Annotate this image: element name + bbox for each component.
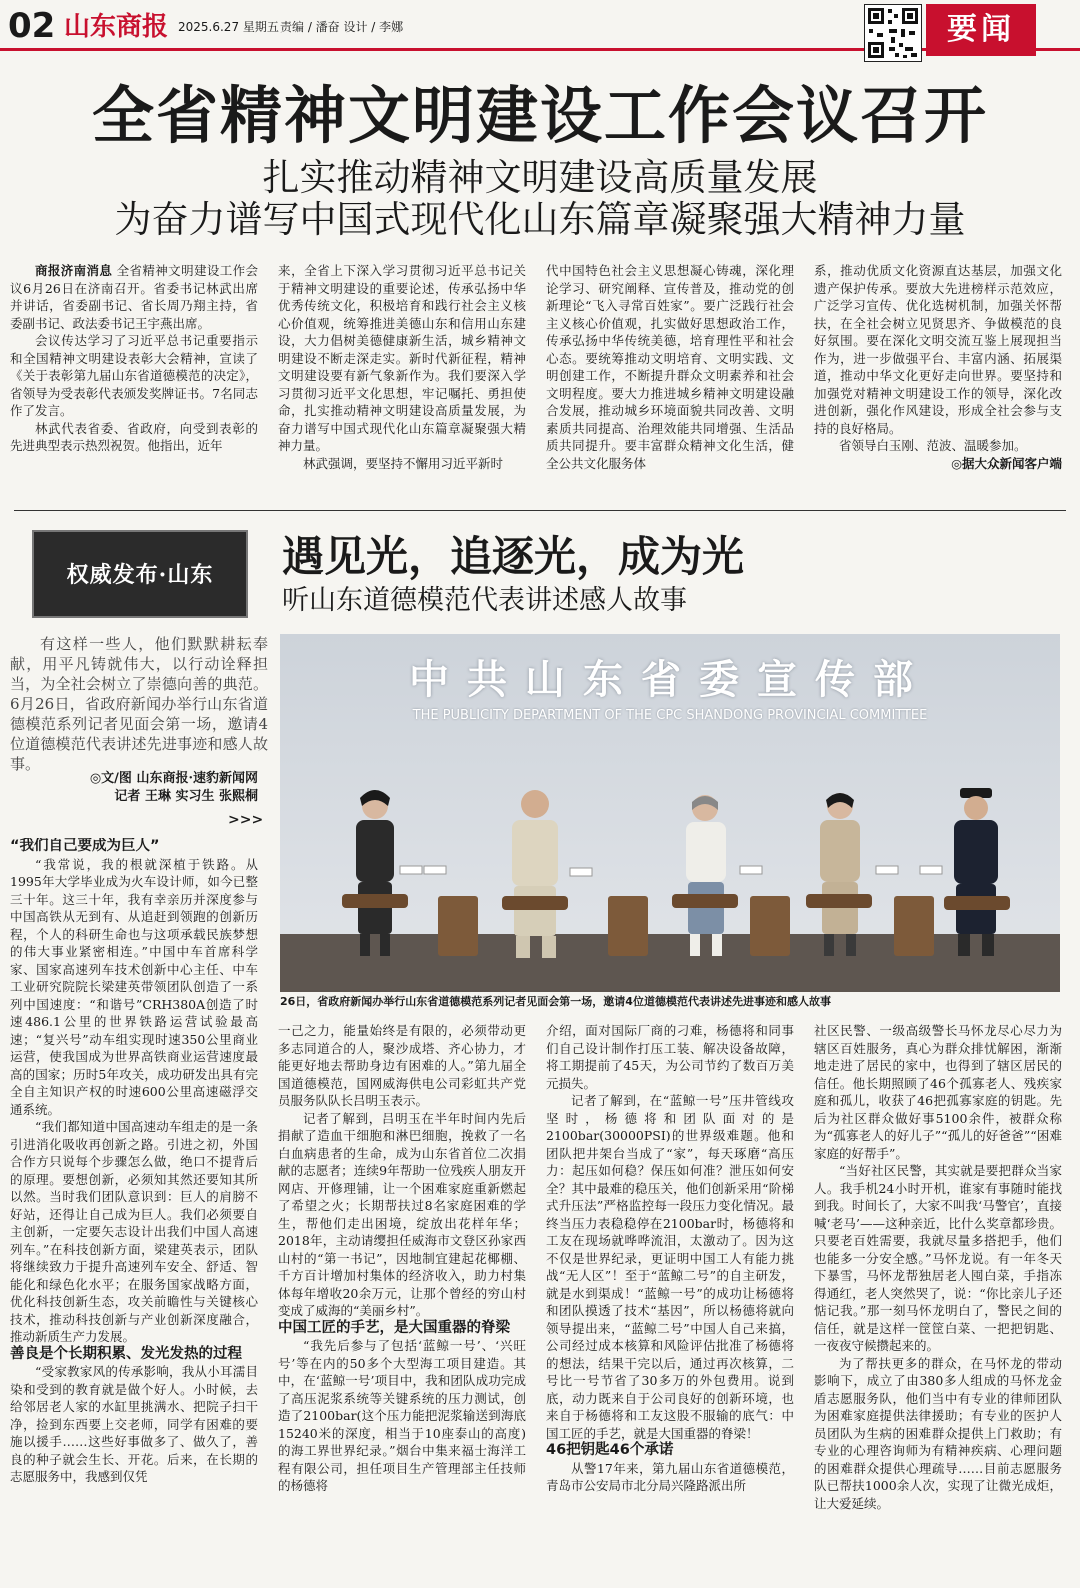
- source-credit: ◎据大众新闻客户端: [951, 455, 1062, 471]
- intro-text: 有这样一些人，他们默默耕耘奉献，用平凡铸就伟大，以行动诠释担当，为全社会树立了崇德向善的典范。6月26日，省政府新闻办举行山东省道德模范系列记者见面会第一场，邀请4位道德模范代表讲述先进事迹和感人故事。: [10, 635, 268, 773]
- photo-caption: 26日，省政府新闻办举行山东省道德模范系列记者见面会第一场，邀请4位道德模范代表讲述先进事迹和感人故事: [280, 995, 831, 1008]
- editor-credits: 责编 / 潘奋 设计 / 李娜: [280, 20, 404, 34]
- continue-arrows: >>>: [228, 812, 264, 828]
- byline: [10, 770, 258, 806]
- paragraph: “当好社区民警，其实就是要把群众当家人。我手机24小时开机，谁家有事随时能找到我。时间长了，大家不叫我‘马警官’，直接喊‘老马’——这种亲近，比什么奖章都珍贵。只要老百姓需要，我就尽量多搭把手，他们也能多一分安全感。”马怀龙说。有一年冬天下暴雪，马怀龙帮独居老人囤白菜，手指冻得通红，老人突然哭了，说：“你比亲儿子还惦记我。”那一刻马怀龙明白了，警民之间的信任，就是这样一筐筐白菜、一把把钥匙、一夜夜守候攒起来的。: [814, 1163, 1062, 1353]
- feature-headline: 遇见光，追逐光，成为光: [282, 532, 745, 581]
- paragraph: 代中国特色社会主义思想凝心铸魂，深化理论学习、研究阐释、宣传普及，推动党的创新理论“飞入寻常百姓家”。要广泛践行社会主义核心价值观，扎实做好思想政治工作，传承弘扬中华传统美德，培育理性平和社会心态。要统筹推动文明培育、文明实践、文明创建工作，不断提升群众文明素养和社会文明程度。要大力推进城乡精神文明建设融合发展，推动城乡环境面貌共同改善、文明素质共同提高、治理效能共同增强、生活品质共同提升。要丰富群众精神文化生活，健全公共文化服务体: [546, 263, 794, 471]
- paragraph: “我先后参与了包括‘蓝鲸一号’、‘兴旺号’等在内的50多个大型海工项目建造。其中，在‘蓝鲸一号’项目中，我和团队成功完成了高压泥浆系统等关键系统的压力测试，创造了2100bar(这个压力能把泥浆输送到海底15240米的深度，相当于10座泰山的高度)的海工界世界纪录。”烟台中集来福士海洋工程有限公司，担任项目生产管理部主任技师的杨德将: [278, 1338, 526, 1493]
- paragraph: 从警17年来，第九届山东省道德模范，青岛市公安局市北分局兴隆路派出所: [546, 1460, 794, 1493]
- paragraph: 社区民警、一级高级警长马怀龙尽心尽力为辖区百姓服务，真心为群众排忧解困，渐渐地走进了居民的家中，也得到了辖区居民的信任。他长期照顾了46个孤寡老人、残疾家庭和孤儿，收获了46把孤寡家庭的钥匙。先后为社区群众做好事5100余件，被群众称为“孤寡老人的好儿子”“孤儿的好爸爸”“困难家庭的好帮手”。: [814, 1023, 1062, 1161]
- newspaper-name: 山东商报: [64, 12, 169, 42]
- subheadline-2: 为奋力谱写中国式现代化山东篇章凝聚强大精神力量: [114, 198, 966, 241]
- paragraph: 林武强调，要坚持不懈用习近平新时: [303, 455, 504, 471]
- story2-column-a: [10, 838, 258, 1580]
- column-badge-label: 权威发布·山东: [66, 562, 214, 588]
- issue-date: 2025.6.27 星期五: [178, 20, 279, 34]
- press-conference-photo: [280, 634, 1060, 992]
- paragraph: 记者了解到，吕明玉在半年时间内先后捐献了造血干细胞和淋巴细胞，挽救了一名白血病患者的生命，成为山东省首位二次捐献的志愿者；连续9年帮助一位残疾人朋友开网店、开修理铺，让一个困难家庭重新燃起了希望之火；长期帮扶过8名家庭困难的学生，帮他们走出困境，绽放出花样年华；2018年，主动请缨担任威海市文登区孙家西山村的“第一书记”，因地制宜建起花椰棚、千方百计增加村集体的经济收入，助力村集体每年增收20余万元，让那个曾经的穷山村变成了威海的“美丽乡村”。: [278, 1110, 526, 1318]
- news-lead: 商报济南消息: [35, 263, 113, 278]
- paragraph: “我们都知道中国高速动车组走的是一条引进消化吸收再创新之路。引进之初，外国合作方只说每个步骤怎么做，绝口不提背后的原理。要想创新，必须知其然还要知其所以然。当时我们团队意识到：巨人的肩膀不好站，还得让自己成为巨人。我们必须要自主创新，一定要矢志设计出我们中国人高速列车。”在科技创新方面，梁建英表示，团队将继续致力于提升高速列车安全、舒适、智能化和绿色化水平；在服务国家战略方面，优化科技创新生态，攻关前瞻性与关键核心技术，推动科技创新与产业创新深度融合，推动新质生产力发展。: [10, 1119, 258, 1344]
- story1-column-3: [546, 262, 794, 502]
- paragraph: 记者了解到，在“蓝鲸一号”压井管线攻坚时，杨德将和团队面对的是2100bar(30000PSI)的世界级难题。他和团队把井架台当成了“家”，每天琢磨“高压力：起压如何稳？保压如何准？泄压如何安全？其中最难的稳压关，他们创新采用“阶梯式升压法”严格监控每一段压力变化情况。最终当压力表稳稳停在2100bar时，杨德将和工友在现场就哗哗流泪，太激动了。因为这不仅是世界纪录，更证明中国工人有能力挑战“无人区”！至于“蓝鲸二号”的自主研发，就是水到渠成！“蓝鲸一号”的成功让杨德将和团队摸透了技术“基因”，所以杨德将就向领导提出来，“蓝鲸二号”中国人自己来搞，公司经过成本核算和风险评估批准了杨德将的想法，结果干完以后，通过再次核算，二号比一号节省了30多万的外包费用。说到底，动力既来自于公司良好的创新环境，也来自于杨德将和工友这股不服输的底气：中国工匠的手艺，就是大国重器的脊梁！: [546, 1093, 794, 1441]
- paragraph: “受家教家风的传承影响，我从小耳濡目染和受到的教育就是做个好人。小时候，去给邻居老人家的水缸里挑满水、把院子扫干净，捡到东西要上交老师，同学有困难的要施以援手……这些好事做多了、做久了，善良的种子就会生长、开花。后来，在长期的志愿服务中，我感到仅凭: [10, 1364, 258, 1484]
- story-divider: [14, 510, 1066, 511]
- story1-column-2: [278, 262, 526, 502]
- story1-column-4: [814, 262, 1062, 502]
- story1-column-1: [10, 262, 258, 502]
- feature-intro: [10, 634, 268, 774]
- byline-source: ◎文/图 山东商报·速豹新闻网: [89, 771, 258, 786]
- section-heading: 46把钥匙46个承诺: [546, 1442, 674, 1458]
- paragraph: 为了帮扶更多的群众，在马怀龙的带动影响下，成立了由380多人组成的马怀龙金盾志愿服务队，他们当中有专业的律师团队为困难家庭提供法律援助；有专业的医护人员团队为生病的困难群众提供上门救助；有专业的心理咨询师为有精神疾病、心理问题的困难群众提供心理疏导……目前志愿服务队已帮扶1000余人次，实现了让微光成炬，让大爱延续。: [814, 1355, 1062, 1511]
- feature-subheadline: 听山东道德模范代表讲述感人故事: [282, 585, 687, 616]
- paragraph: 系，推动优质文化资源直达基层，加强文化遗产保护传承。要放大先进榜样示范效应，广泛学习宣传、优化选树机制，加强关怀帮扶，在全社会树立见贤思齐、争做模范的良好氛围。要在深化文明交流互鉴上展现担当作为，进一步做强平台、丰富内涵、拓展渠道，推动中华文化更好走向世界。要坚持和加强党对精神文明建设工作的领导，深化改进创新，强化作风建设，形成全社会参与支持的良好格局。: [814, 263, 1062, 436]
- paragraph: 全省精神文明建设工作会议6月26日在济南召开。省委书记林武出席并讲话，省委副书记、省长周乃翔主持，省委副书记、政法委书记王宇燕出席。: [10, 263, 258, 331]
- paragraph: “我常说，我的根就深植于铁路。从1995年大学毕业成为火车设计师，如今已整三十年。这三十年，我有幸亲历并深度参与中国高铁从无到有、从追赶到领跑的创新历程，个人的科研生命也与这项承载民族梦想的伟大事业紧密相连。”中国中车首席科学家、国家高速列车技术创新中心主任、中车工业研究院院长梁建英带领团队创造了一系列中国速度：“和谐号”CRH380A创造了时速486.1公里的世界铁路运营试验最高速；“复兴号”动车组实现时速350公里商业运营，使我国成为世界高铁商业运营速度最高的国家；历时5年攻关，成功研发出具有完全自主知识产权的时速600公里高速磁浮交通系统。: [10, 856, 258, 1117]
- story2-column-d: [814, 1022, 1062, 1580]
- paragraph: 林武代表省委、省政府，向受到表彰的先进典型表示热烈祝贺。他指出，近年: [10, 420, 258, 453]
- seated-speakers: [320, 784, 1020, 984]
- subheadline-1: 扎实推动精神文明建设高质量发展: [262, 156, 818, 199]
- qr-code-icon: [864, 4, 922, 62]
- backdrop-title-en: THE PUBLICITY DEPARTMENT OF THE CPC SHANDONG PROVINCIAL COMMITTEE: [412, 708, 928, 723]
- paragraph: 会议传达学习了习近平总书记重要指示和全国精神文明建设表彰大会精神，宣读了《关于表彰第九届山东省道德模范的决定》，省领导为受表彰代表颁发奖牌证书。7名同志作了发言。: [10, 333, 258, 418]
- column-badge: [32, 530, 248, 618]
- paragraph: 省领导白玉刚、范波、温暖参加。: [839, 438, 1027, 453]
- main-headline: 全省精神文明建设工作会议召开: [91, 79, 988, 152]
- section-heading: 中国工匠的手艺，是大国重器的脊梁: [278, 1319, 510, 1336]
- paragraph: 来，全省上下深入学习贯彻习近平总书记关于精神文明建设的重要论述，传承弘扬中华优秀传统文化，积极培育和践行社会主义核心价值观，统筹推进美德山东和信用山东建设，大力倡树美德健康新生活，城乡精神文明建设不断走深走实。新时代新征程，精神文明建设要有新气象新作为。我们要深入学习贯彻习近平文化思想，牢记嘱托、勇担使命，扎实推动精神文明建设高质量发展，为奋力谱写中国式现代化山东篇章凝聚强大精神力量。: [278, 263, 526, 453]
- backdrop-title: 中共山东省委宣传部: [409, 657, 931, 703]
- page-number: 02: [8, 6, 56, 46]
- section-label: 要闻: [926, 4, 1036, 56]
- story2-column-b: [278, 1022, 526, 1580]
- section-heading: “我们自己要成为巨人”: [10, 838, 160, 854]
- story2-column-c: [546, 1022, 794, 1580]
- paragraph: 一己之力，能量始终是有限的，必须带动更多志同道合的人，聚沙成塔、齐心协力，才能更好地去帮助身边有困难的人。”第九届全国道德模范，国网威海供电公司彩虹共产党员服务队队长吕明玉表示。: [278, 1023, 526, 1108]
- paragraph: 介绍，面对国际厂商的刁难，杨德将和同事们自己设计制作打压工装、解决设备故障，将工期提前了45天，为公司节约了数百万美元损失。: [546, 1023, 794, 1091]
- section-heading: 善良是个长期积累、发光发热的过程: [10, 1345, 242, 1362]
- byline-reporters: 记者 王琳 实习生 张熙桐: [114, 789, 258, 804]
